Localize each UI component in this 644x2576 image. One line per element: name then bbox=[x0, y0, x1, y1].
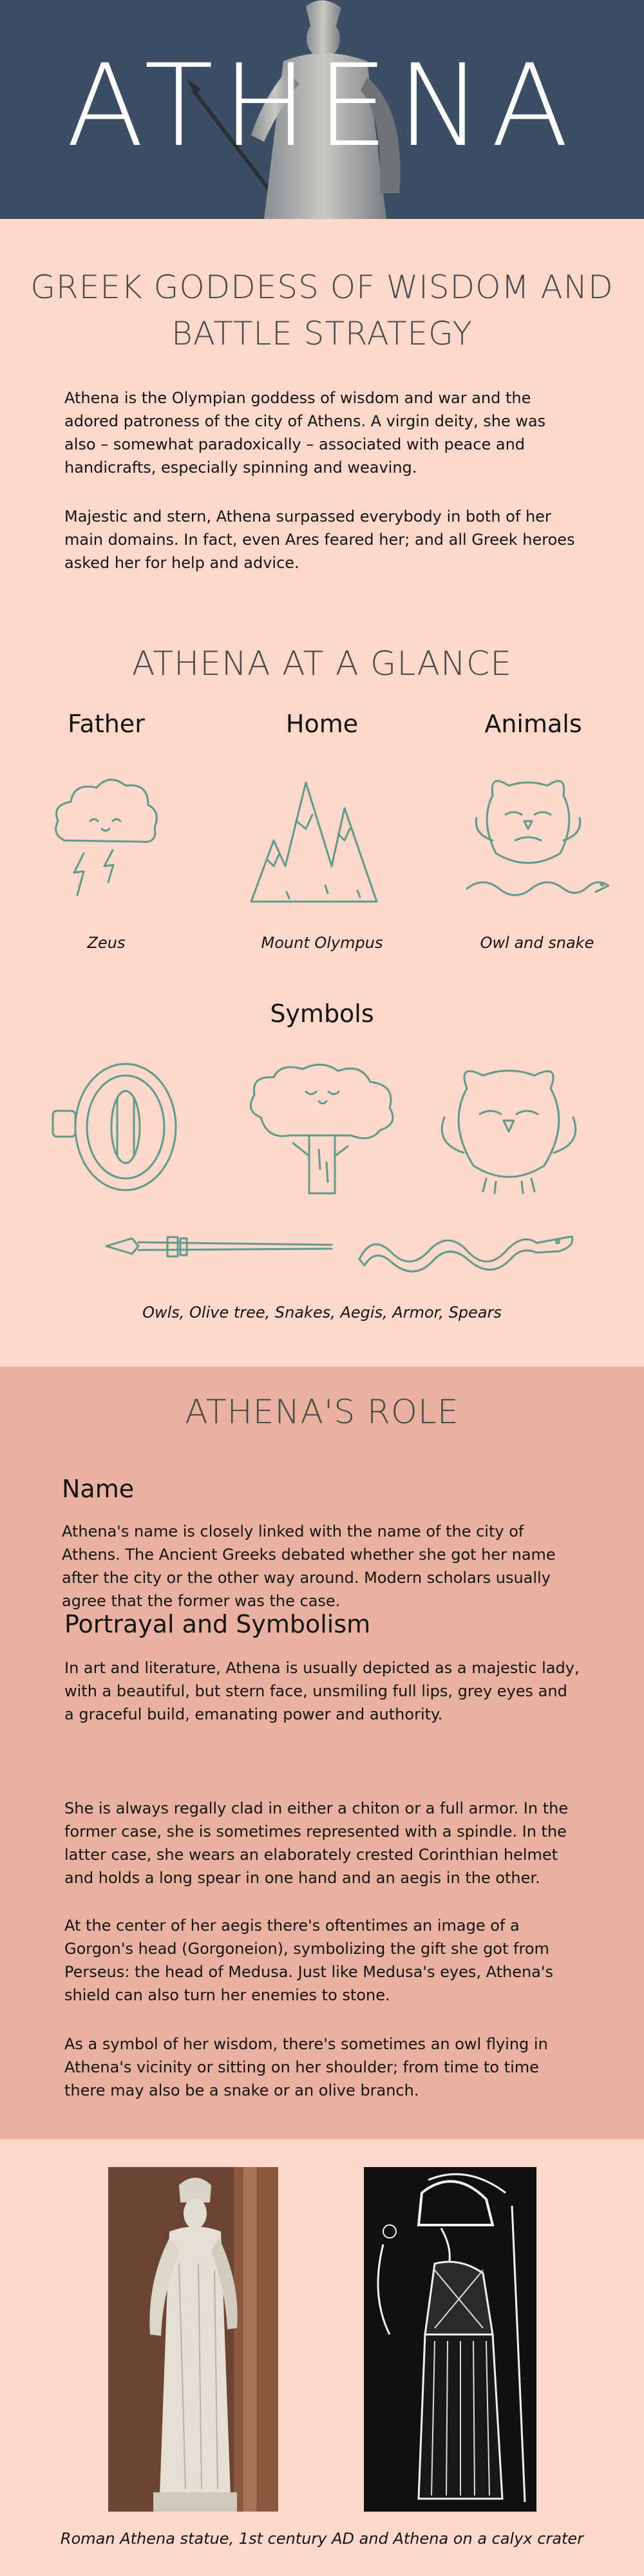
symbols-label: Symbols bbox=[270, 999, 374, 1028]
calyx-crater-figure bbox=[364, 2167, 536, 2512]
home-value: Mount Olympus bbox=[261, 934, 383, 952]
portrayal-paragraph-4: As a symbol of her wisdom, there's sometimes an owl flying in Athena's vicinity or sitting on her shoulder; from time to time there may also be a snake or an olive branch. bbox=[64, 2035, 548, 2099]
roman-statue-photo bbox=[108, 2167, 278, 2512]
name-heading: Name bbox=[62, 1475, 135, 1503]
mountain-icon bbox=[248, 770, 396, 908]
father-value: Zeus bbox=[87, 934, 126, 952]
calyx-crater-photo bbox=[364, 2167, 536, 2512]
portrayal-paragraph-3: At the center of her aegis there's oftentimes an image of a Gorgon's head (Gorgoneion), symbolizing the gift she got from Perseus: the head of Medusa. Just like Medusa's eyes, Athena's shield can also turn her enemies to stone. bbox=[64, 1917, 554, 2004]
animals-label: Animals bbox=[484, 710, 582, 738]
father-label: Father bbox=[68, 710, 145, 738]
snake-icon bbox=[353, 1220, 578, 1278]
portrayal-paragraph-1: In art and literature, Athena is usually depicted as a majestic lady, with a beautiful, but stern face, unsmiling full lips, grey eyes and a graceful build, emanating power and authority. bbox=[64, 1659, 580, 1723]
hero-banner bbox=[0, 0, 644, 219]
statue-figure bbox=[108, 2167, 278, 2512]
symbols-value: Owls, Olive tree, Snakes, Aegis, Armor, Spears bbox=[142, 1303, 502, 1321]
role-heading: ATHENA'S ROLE bbox=[185, 1393, 459, 1432]
intro-paragraph-2: Majestic and stern, Athena surpassed everybody in both of her main domains. In fact, even Ares feared her; and all Greek heroes asked her for help and advice. bbox=[64, 507, 575, 572]
shield-icon bbox=[52, 1059, 180, 1195]
owl-snake-icon bbox=[464, 770, 612, 908]
name-paragraph: Athena's name is closely linked with the name of the city of Athens. The Ancient Greeks debated whether she got her name after the city or the other way around. Modern scholars usually agree that the former was the case. bbox=[62, 1522, 556, 1610]
intro-heading bbox=[0, 264, 644, 357]
gallery-caption: Roman Athena statue, 1st century AD and Athena on a calyx crater bbox=[60, 2530, 584, 2548]
portrayal-paragraph-2: She is always regally clad in either a chiton or a full armor. In the former case, she is sometimes represented with a spindle. In the latter case, she wears an elaborately crested Corinthian helmet and holds a long spear in one hand and an aegis in the other. bbox=[64, 1799, 569, 1887]
home-label: Home bbox=[285, 710, 359, 738]
olive-tree-icon bbox=[242, 1059, 402, 1198]
intro-paragraph-1: Athena is the Olympian goddess of wisdom and war and the adored patroness of the city of Athens. A virgin deity, she was also – somewhat paradoxically – associated with peace and handicrafts, especially spinning and weaving. bbox=[64, 389, 546, 477]
animals-value: Owl and snake bbox=[480, 934, 594, 952]
glance-heading: ATHENA AT A GLANCE bbox=[131, 645, 513, 683]
portrayal-heading: Portrayal and Symbolism bbox=[64, 1610, 371, 1638]
intro-heading-line2: BATTLE STRATEGY bbox=[171, 315, 473, 352]
page-title: ATHENA bbox=[66, 40, 578, 172]
cloud-lightning-icon bbox=[52, 770, 161, 905]
owl-icon bbox=[431, 1059, 586, 1198]
spear-icon bbox=[103, 1227, 335, 1265]
intro-heading-line1: GREEK GODDESS OF WISDOM AND bbox=[30, 269, 614, 306]
